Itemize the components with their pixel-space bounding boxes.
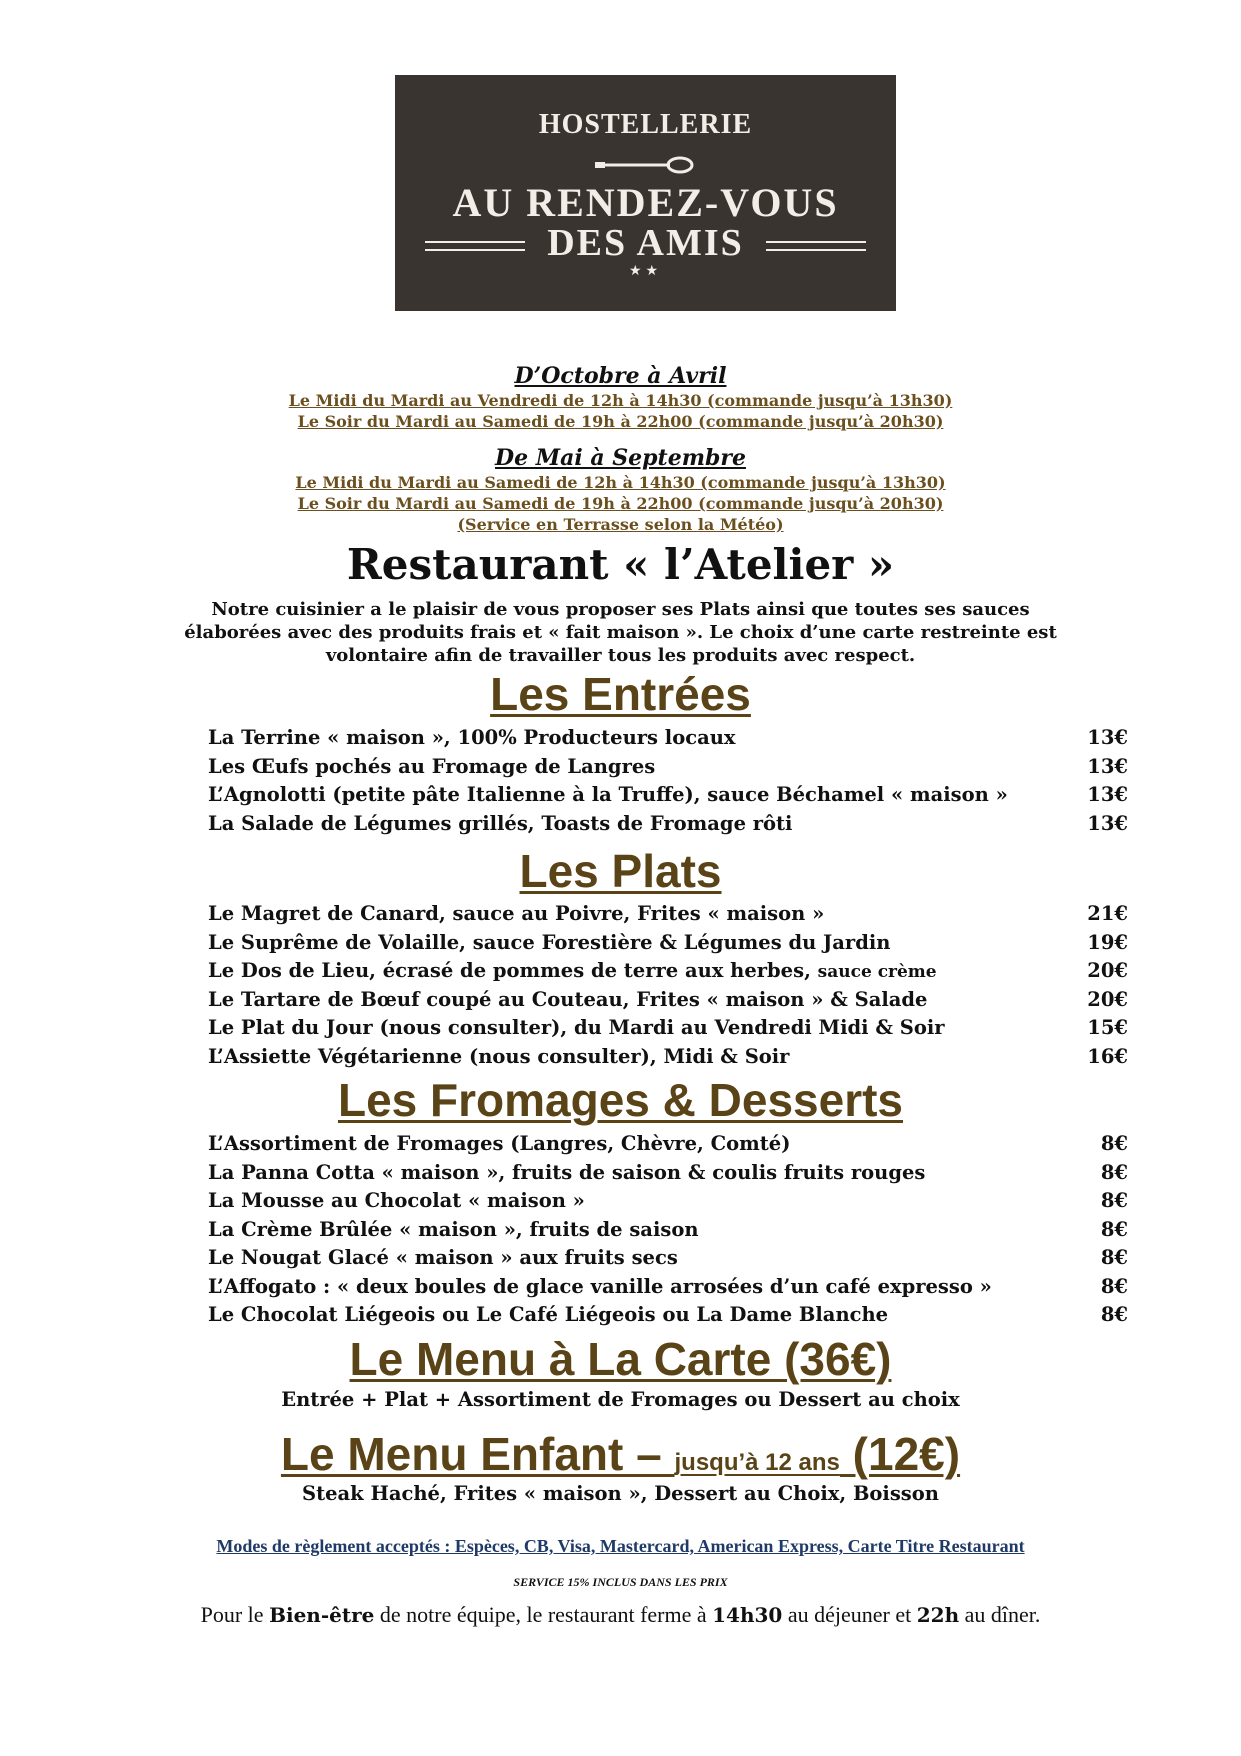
item-name: Le Chocolat Liégeois ou Le Café Liégeois ou La Dame Blanche: [208, 1303, 889, 1326]
item-name: L’Assiette Végétarienne (nous consulter), Midi & Soir: [208, 1044, 790, 1068]
section-title-menu-enfant: Le Menu Enfant – jusqu’à 12 ans (12€): [280, 1428, 961, 1480]
section-title-desserts: Les Fromages & Desserts: [337, 1074, 904, 1126]
item-name: La Terrine « maison », 100% Producteurs locaux: [208, 726, 736, 749]
item-name: L’Assortiment de Fromages (Langres, Chèvre, Comté): [208, 1132, 791, 1155]
menu-item: [208, 724, 1128, 753]
summer-hours: [0, 444, 1241, 535]
payment-methods: Modes de règlement acceptés : Espèces, CB, Visa, Mastercard, American Express, Carte Titre Restaurant: [216, 1536, 1025, 1556]
item-price: 21€: [1087, 902, 1128, 925]
item-name: La Crème Brûlée « maison », fruits de saison: [208, 1217, 699, 1241]
closing-note: Pour le Bien-être de notre équipe, le restaurant ferme à 14h30 au déjeuner et 22h au dîner.: [200, 1602, 1041, 1627]
summer-line: (Service en Terrasse selon la Météo): [457, 515, 784, 534]
plats-list: [208, 900, 1128, 1071]
logo-line-1: AU RENDEZ-VOUS: [452, 180, 839, 225]
section-title-entrees: Les Entrées: [490, 668, 751, 720]
item-price: 15€: [1087, 1016, 1128, 1039]
winter-title: D’Octobre à Avril: [514, 363, 727, 389]
menu-carte-desc: Entrée + Plat + Assortiment de Fromages ou Dessert au choix: [281, 1388, 960, 1411]
menu-item: [208, 781, 1128, 810]
summer-title: De Mai à Septembre: [495, 445, 746, 471]
item-price: 8€: [1100, 1160, 1128, 1184]
item-name: La Panna Cotta « maison », fruits de saison & coulis fruits rouges: [208, 1160, 926, 1184]
item-price: 16€: [1087, 1044, 1128, 1068]
menu-item: [208, 1043, 1128, 1072]
item-name: Le Suprême de Volaille, sauce Forestière & Légumes du Jardin: [208, 930, 891, 954]
intro-line: Notre cuisinier a le plaisir de vous proposer ses Plats ainsi que toutes ses sauces: [211, 599, 1030, 620]
logo-right-divider: [766, 241, 866, 251]
menu-item: [208, 1244, 1128, 1273]
item-name: Le Dos de Lieu, écrasé de pommes de terre aux herbes,: [208, 959, 818, 982]
item-name: Le Plat du Jour (nous consulter), du Mardi au Vendredi Midi & Soir: [208, 1016, 945, 1039]
item-name: Le Nougat Glacé « maison » aux fruits secs: [208, 1246, 678, 1269]
item-price: 13€: [1087, 811, 1128, 835]
summer-line: Le Soir du Mardi au Samedi de 19h à 22h00 (commande jusqu’à 20h30): [297, 494, 944, 513]
menu-item: [208, 1014, 1128, 1043]
item-name-small: sauce crème: [817, 962, 937, 982]
item-price: 8€: [1100, 1303, 1128, 1326]
item-price: 13€: [1087, 783, 1128, 806]
section-title-menu-carte: Le Menu à La Carte (36€): [349, 1333, 892, 1385]
item-name: L’Agnolotti (petite pâte Italienne à la Truffe), sauce Béchamel « maison »: [208, 783, 1008, 806]
menu-item: [208, 1159, 1128, 1188]
item-price: 13€: [1087, 754, 1128, 778]
menu-item: [208, 810, 1128, 839]
item-price: 20€: [1087, 959, 1128, 982]
menu-item: [208, 986, 1128, 1015]
item-price: 8€: [1100, 1189, 1128, 1212]
intro-line: volontaire afin de travailler tous les produits avec respect.: [325, 645, 916, 666]
summer-line: Le Midi du Mardi au Samedi de 12h à 14h30 (commande jusqu’à 13h30): [295, 473, 946, 492]
item-price: 8€: [1100, 1274, 1128, 1298]
winter-line: Le Soir du Mardi au Samedi de 19h à 22h00 (commande jusqu’à 20h30): [297, 412, 944, 431]
menu-item: [208, 1273, 1128, 1302]
item-name: Le Tartare de Bœuf coupé au Couteau, Frites « maison » & Salade: [208, 987, 928, 1011]
item-name: La Mousse au Chocolat « maison »: [208, 1189, 585, 1212]
item-price: 19€: [1087, 930, 1128, 954]
section-title-plats: Les Plats: [519, 845, 722, 897]
item-price: 8€: [1100, 1132, 1128, 1155]
item-name: L’Affogato : « deux boules de glace vanille arrosées d’un café expresso »: [208, 1274, 992, 1298]
menu-item: [208, 957, 1128, 986]
menu-item: [208, 753, 1128, 782]
logo-stars: ★★: [628, 263, 663, 279]
restaurant-title: Restaurant « l’Atelier »: [346, 540, 895, 589]
spoon-icon: [395, 153, 896, 177]
desserts-list: [208, 1130, 1128, 1330]
entrees-list: [208, 724, 1128, 838]
service-note: SERVICE 15% INCLUS DANS LES PRIX: [513, 1575, 728, 1589]
logo-line-2: DES AMIS: [547, 222, 744, 264]
menu-item: [208, 1130, 1128, 1159]
restaurant-logo: [395, 75, 896, 311]
item-name: La Salade de Légumes grillés, Toasts de Fromage rôti: [208, 811, 793, 835]
menu-item: [208, 1301, 1128, 1330]
item-price: 8€: [1100, 1217, 1128, 1241]
item-name: Les Œufs pochés au Fromage de Langres: [208, 754, 656, 778]
menu-item: [208, 929, 1128, 958]
item-price: 8€: [1100, 1246, 1128, 1269]
menu-item: [208, 1187, 1128, 1216]
menu-item: [208, 1216, 1128, 1245]
menu-item: [208, 900, 1128, 929]
winter-hours: [0, 362, 1241, 432]
intro-line: élaborées avec des produits frais et « fait maison ». Le choix d’une carte restreinte est: [184, 622, 1057, 643]
winter-line: Le Midi du Mardi au Vendredi de 12h à 14h30 (commande jusqu’à 13h30): [288, 391, 953, 410]
menu-enfant-desc: Steak Haché, Frites « maison », Dessert au Choix, Boisson: [302, 1482, 939, 1505]
item-price: 20€: [1087, 987, 1128, 1011]
restaurant-intro: [150, 598, 1091, 667]
item-name: Le Magret de Canard, sauce au Poivre, Frites « maison »: [208, 902, 825, 925]
logo-top-text: HOSTELLERIE: [538, 109, 753, 140]
item-price: 13€: [1087, 726, 1128, 749]
